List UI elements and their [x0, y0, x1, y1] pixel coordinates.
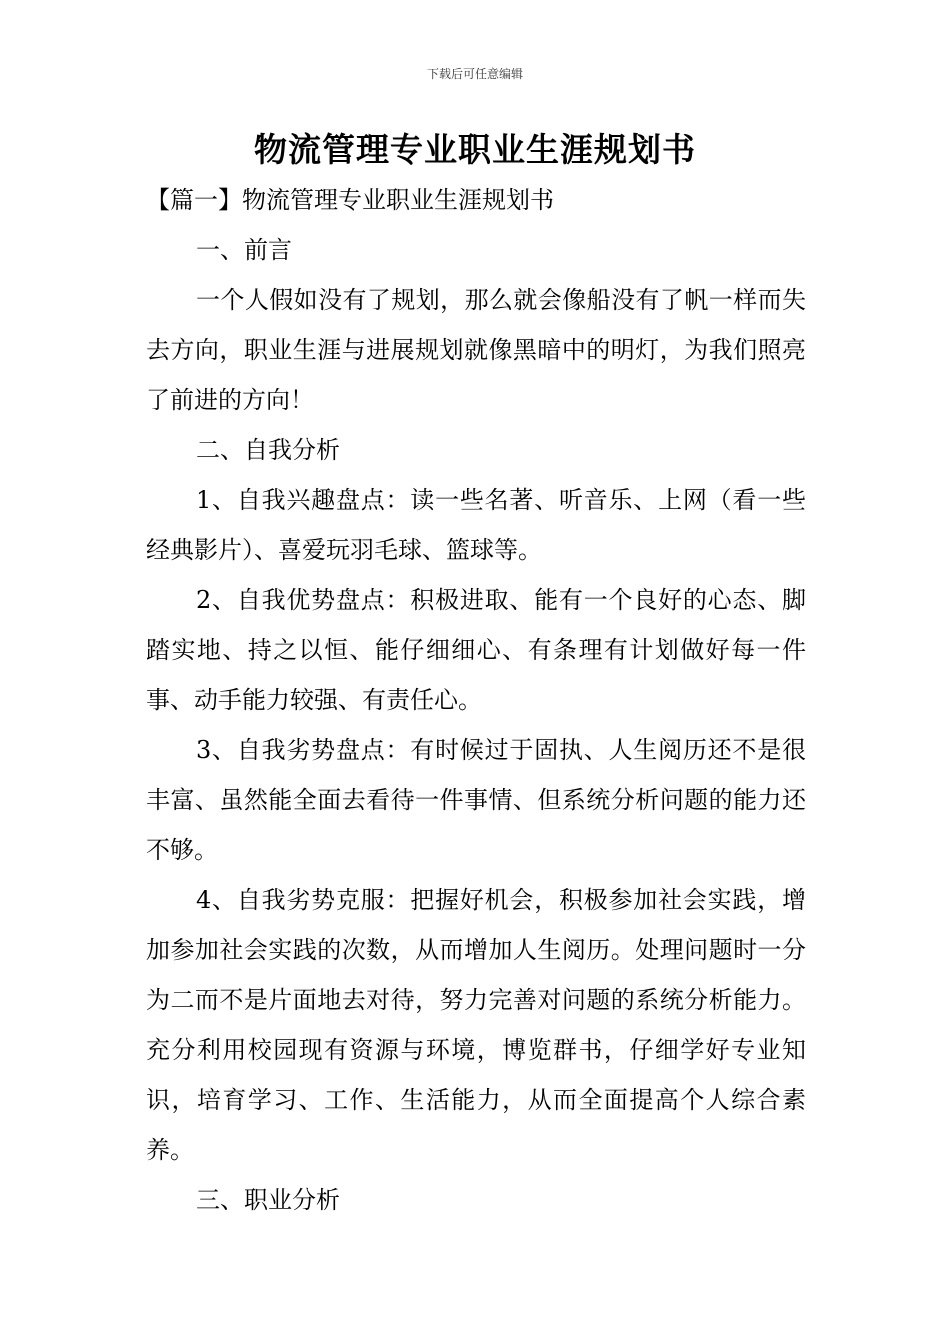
paragraph-heading-self-analysis: 二、自我分析	[196, 436, 340, 464]
paragraph-weaknesses: 3、自我劣势盘点：有时候过于固执、人生阅历还不是很丰富、虽然能全面去看待一件事情、但系统分析问题的能力还不够。	[146, 736, 806, 864]
paragraph-heading-career-analysis: 三、职业分析	[196, 1186, 340, 1214]
document-title: 物流管理专业职业生涯规划书	[254, 130, 696, 169]
paragraph-strengths: 2、自我优势盘点：积极进取、能有一个良好的心态、脚踏实地、持之以恒、能仔细细心、有条理有计划做好每一件事、动手能力较强、有责任心。	[146, 586, 806, 714]
paragraph-interests: 1、自我兴趣盘点：读一些名著、听音乐、上网（看一些经典影片）、喜爱玩羽毛球、篮球等。	[146, 486, 806, 564]
document-body	[146, 175, 806, 1225]
paragraph-section-heading: 【篇一】物流管理专业职业生涯规划书	[146, 186, 554, 214]
header-note: 下载后可任意编辑	[426, 67, 523, 81]
paragraph-heading-preface: 一、前言	[196, 236, 292, 264]
paragraph-overcoming-weaknesses: 4、自我劣势克服：把握好机会，积极参加社会实践，增加参加社会实践的次数，从而增加人生阅历。处理问题时一分为二而不是片面地去对待，努力完善对问题的系统分析能力。充分利用校园现有资源与环境，博览群书，仔细学好专业知识，培育学习、工作、生活能力，从而全面提高个人综合素养。	[146, 886, 806, 1164]
paragraph-preface-body: 一个人假如没有了规划，那么就会像船没有了帆一样而失去方向，职业生涯与进展规划就像黑暗中的明灯，为我们照亮了前进的方向！	[146, 286, 806, 414]
